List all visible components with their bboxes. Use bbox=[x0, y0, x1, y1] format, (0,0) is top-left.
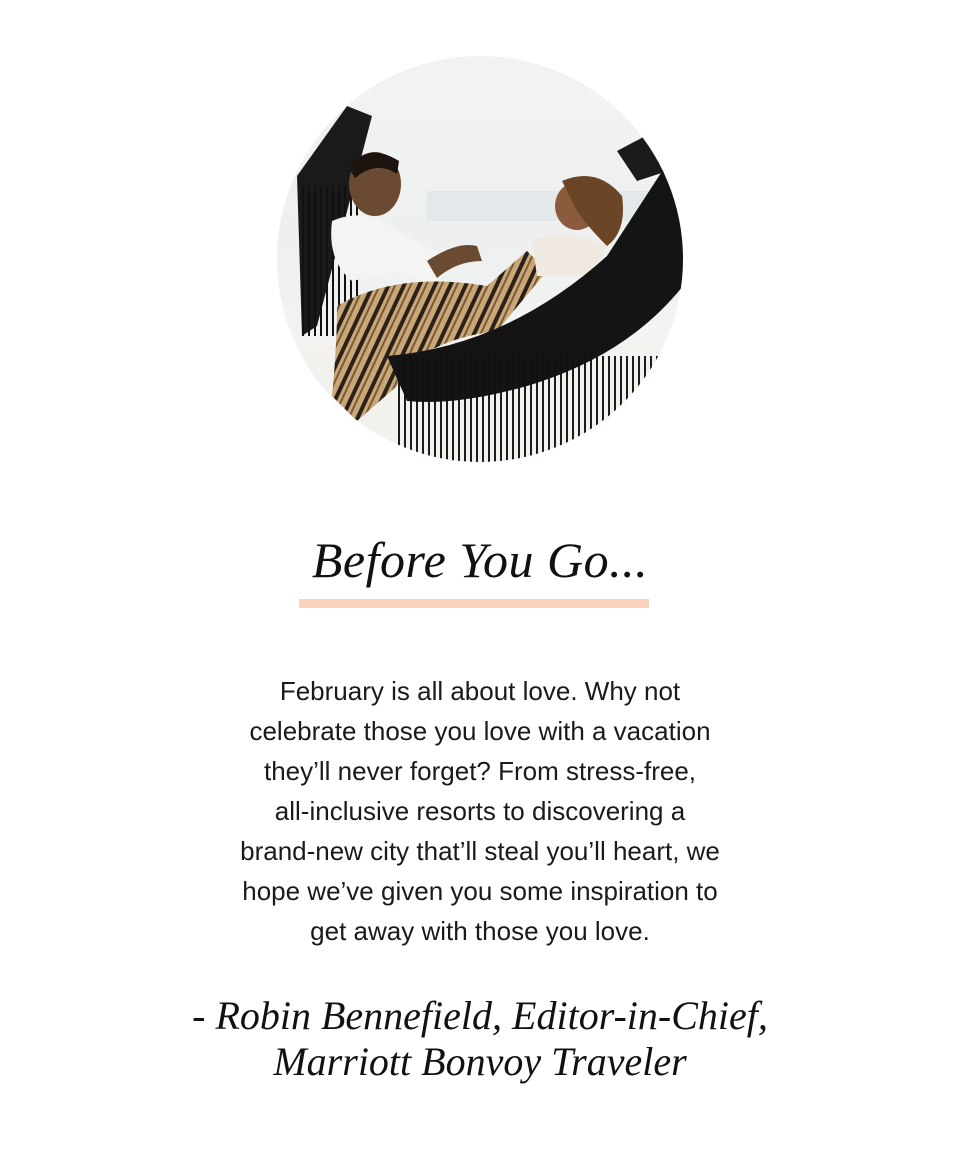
message-paragraph bbox=[170, 671, 790, 951]
message-line: brand-new city that’ll steal you’ll heart, we bbox=[240, 836, 720, 866]
message-line: all-inclusive resorts to discovering a bbox=[274, 796, 686, 826]
message-line: hope we’ve given you some inspiration to bbox=[242, 876, 718, 906]
signature-publication-line: Marriott Bonvoy Traveler bbox=[273, 1039, 687, 1084]
editor-signature bbox=[0, 993, 960, 1085]
message-line: February is all about love. Why not bbox=[279, 676, 681, 706]
couple-in-hammock-illustration bbox=[277, 56, 683, 462]
title-underline bbox=[299, 599, 649, 608]
signature-name-line: - Robin Bennefield, Editor-in-Chief, bbox=[192, 993, 768, 1038]
message-line: get away with those you love. bbox=[310, 916, 650, 946]
hero-photo bbox=[277, 56, 683, 462]
message-line: they’ll never forget? From stress-free, bbox=[263, 756, 697, 786]
section-title: Before You Go... bbox=[311, 532, 649, 588]
message-line: celebrate those you love with a vacation bbox=[249, 716, 711, 746]
